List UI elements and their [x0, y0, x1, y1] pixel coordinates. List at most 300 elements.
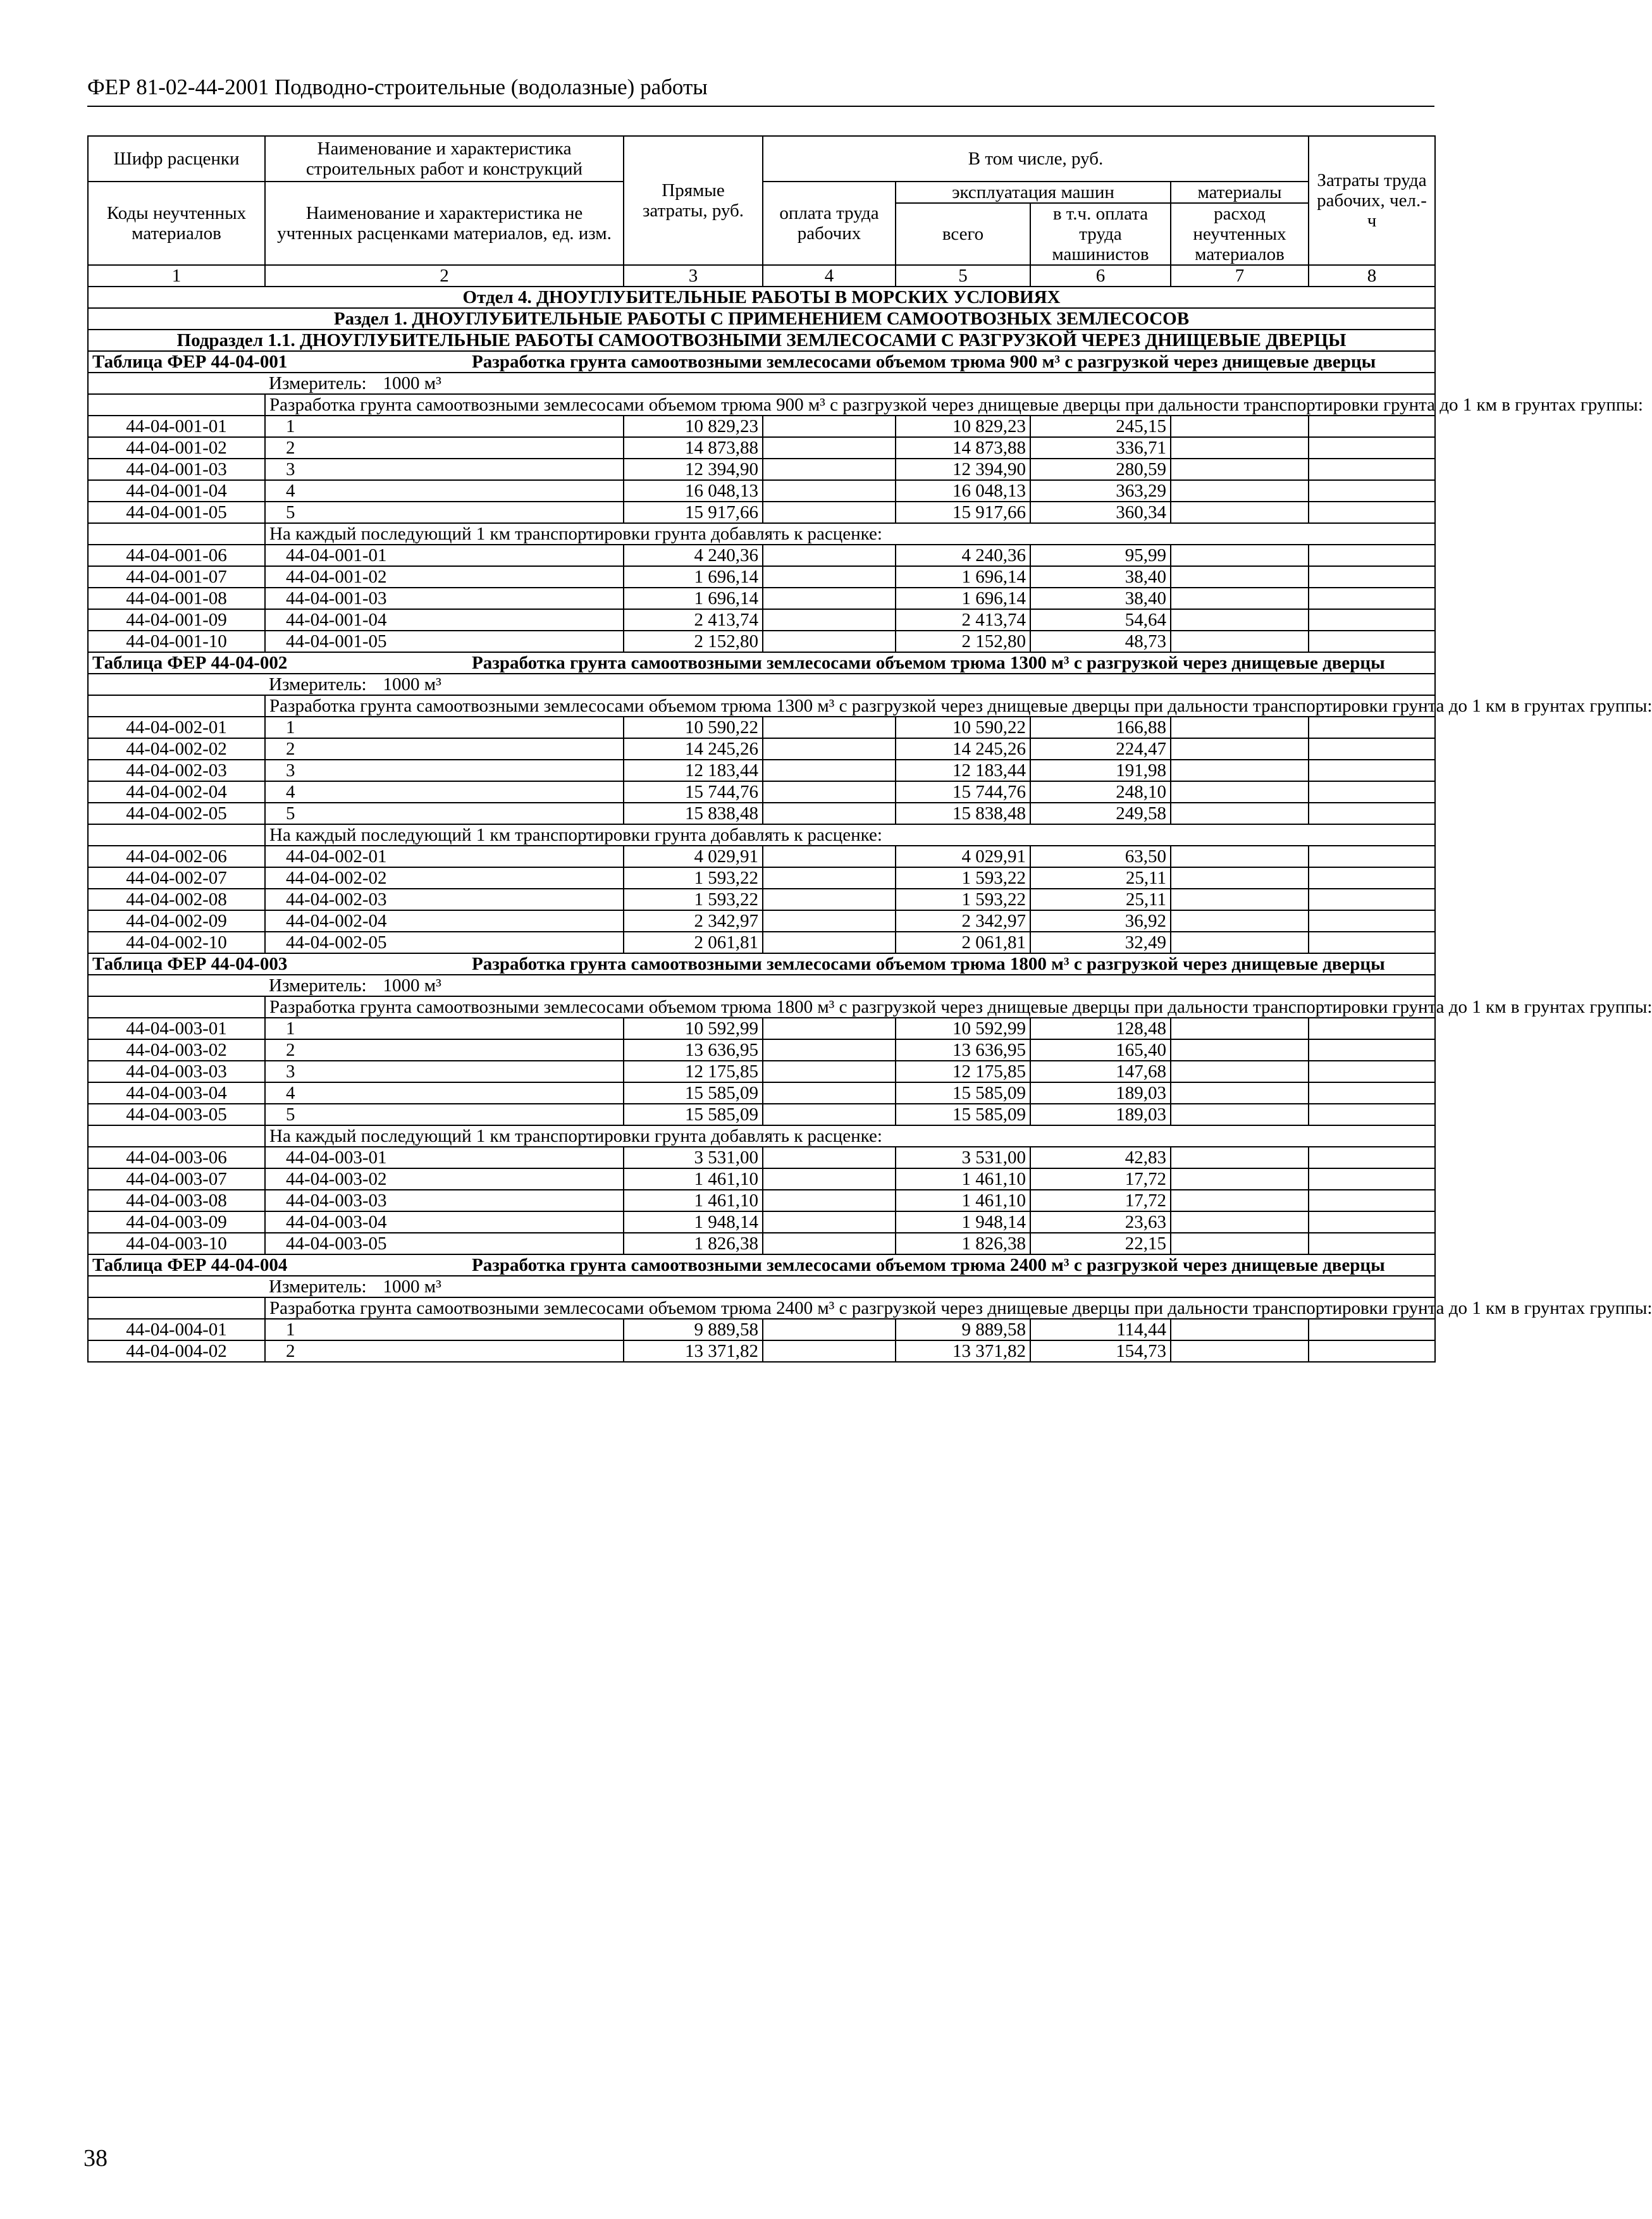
- cell-code: 44-04-001-04: [88, 480, 265, 502]
- add-note-spacer: [88, 523, 265, 545]
- cell-name: 44-04-002-03: [265, 889, 624, 910]
- cell-mach-total: 2 061,81: [896, 932, 1030, 953]
- cell-name: 2: [265, 1340, 624, 1362]
- cell-direct: 15 744,76: [624, 781, 763, 803]
- cell-name: 44-04-002-04: [265, 910, 624, 932]
- table-title-cell: [88, 351, 1435, 373]
- cell-direct: 9 889,58: [624, 1319, 763, 1340]
- cell-mach-total: 2 342,97: [896, 910, 1030, 932]
- cell-direct: 3 531,00: [624, 1147, 763, 1168]
- cell-direct: 1 696,14: [624, 566, 763, 588]
- measure-value: 1000 м³: [383, 975, 441, 996]
- cell-labor: [1309, 1211, 1435, 1233]
- cell-direct: 1 593,22: [624, 867, 763, 889]
- cell-name: 44-04-003-04: [265, 1211, 624, 1233]
- cell-name: 5: [265, 1104, 624, 1125]
- cell-wages: [763, 1233, 896, 1254]
- add-note-cell: На каждый последующий 1 км транспортировки грунта добавлять к расценке:: [265, 824, 1435, 846]
- table-row: [88, 1104, 1435, 1125]
- measure-label: Измеритель:: [269, 674, 367, 695]
- cell-wages: [763, 1061, 896, 1082]
- add-note-cell: На каждый последующий 1 км транспортировки грунта добавлять к расценке:: [265, 523, 1435, 545]
- table-row: [88, 437, 1435, 459]
- cell-code: 44-04-001-10: [88, 631, 265, 652]
- table-code: Таблица ФЕР 44-04-003: [92, 954, 288, 974]
- cell-direct: 10 590,22: [624, 717, 763, 738]
- cell-code: 44-04-001-07: [88, 566, 265, 588]
- cell-code: 44-04-002-04: [88, 781, 265, 803]
- cell-labor: [1309, 588, 1435, 609]
- cell-code: 44-04-001-08: [88, 588, 265, 609]
- cell-labor: [1309, 1190, 1435, 1211]
- cell-direct: 14 873,88: [624, 437, 763, 459]
- table-row: [88, 717, 1435, 738]
- cell-wages: [763, 609, 896, 631]
- cell-labor-mach: 17,72: [1030, 1190, 1171, 1211]
- cell-code: 44-04-001-09: [88, 609, 265, 631]
- cell-labor: [1309, 760, 1435, 781]
- cell-mach-total: 10 590,22: [896, 717, 1030, 738]
- cell-labor-mach: 363,29: [1030, 480, 1171, 502]
- cell-mach-total: 1 461,10: [896, 1190, 1030, 1211]
- cell-name: 4: [265, 480, 624, 502]
- add-note-row: [88, 824, 1435, 846]
- table-row: [88, 459, 1435, 480]
- cell-name: 4: [265, 781, 624, 803]
- description-cell: Разработка грунта самоотвозными землесосами объемом трюма 1800 м³ с разгрузкой через днищевые дверцы при дальности транспортировки грунта до 1 км в грунтах группы:: [265, 996, 1435, 1018]
- cell-wages: [763, 803, 896, 824]
- table-title-cell: [88, 953, 1435, 975]
- col-num: 8: [1309, 265, 1435, 287]
- col-wages-header: оплата труда рабочих: [763, 182, 896, 265]
- cell-code: 44-04-003-04: [88, 1082, 265, 1104]
- col-num: 6: [1030, 265, 1171, 287]
- cell-name: 2: [265, 738, 624, 760]
- table-row: [88, 803, 1435, 824]
- cell-labor: [1309, 1039, 1435, 1061]
- table-title: Разработка грунта самоотвозными землесосами объемом трюма 1800 м³ с разгрузкой через днищевые дверцы: [472, 954, 1385, 974]
- cell-direct: 1 826,38: [624, 1233, 763, 1254]
- cell-mach-total: 1 948,14: [896, 1211, 1030, 1233]
- cell-code: 44-04-004-01: [88, 1319, 265, 1340]
- cell-labor-mach: 42,83: [1030, 1147, 1171, 1168]
- measure-cell: [265, 1276, 1435, 1297]
- cell-direct: 15 585,09: [624, 1104, 763, 1125]
- cell-labor: [1309, 1340, 1435, 1362]
- cell-direct: 14 245,26: [624, 738, 763, 760]
- cell-name: 44-04-001-03: [265, 588, 624, 609]
- cell-labor-mach: 147,68: [1030, 1061, 1171, 1082]
- cell-direct: 12 394,90: [624, 459, 763, 480]
- cell-wages: [763, 717, 896, 738]
- cell-labor: [1309, 566, 1435, 588]
- cell-labor: [1309, 717, 1435, 738]
- cell-mach-total: 1 593,22: [896, 889, 1030, 910]
- cell-code: 44-04-002-01: [88, 717, 265, 738]
- measure-cell: [265, 674, 1435, 695]
- cell-materials: [1171, 1039, 1309, 1061]
- cell-labor: [1309, 867, 1435, 889]
- cell-labor-mach: 154,73: [1030, 1340, 1171, 1362]
- cell-direct: 1 461,10: [624, 1190, 763, 1211]
- podrazdel-heading: Подраздел 1.1. ДНОУГЛУБИТЕЛЬНЫЕ РАБОТЫ САМООТВОЗНЫМИ ЗЕМЛЕСОСАМИ С РАЗГРУЗКОЙ ЧЕРЕЗ ДНИЩЕВЫЕ ДВЕРЦЫ: [88, 330, 1435, 351]
- cell-code: 44-04-003-07: [88, 1168, 265, 1190]
- cell-direct: 1 948,14: [624, 1211, 763, 1233]
- col-machines-header: эксплуатация машин: [896, 182, 1171, 203]
- measure-row: [88, 674, 1435, 695]
- col-num: 3: [624, 265, 763, 287]
- col-code-alt-header: Коды неучтенных материалов: [88, 182, 265, 265]
- cell-code: 44-04-002-08: [88, 889, 265, 910]
- cell-code: 44-04-002-07: [88, 867, 265, 889]
- cell-direct: 2 061,81: [624, 932, 763, 953]
- cell-labor: [1309, 1168, 1435, 1190]
- cell-wages: [763, 910, 896, 932]
- cell-labor-mach: 63,50: [1030, 846, 1171, 867]
- otdel-row: [88, 287, 1435, 308]
- cell-wages: [763, 1190, 896, 1211]
- cell-labor-mach: 189,03: [1030, 1082, 1171, 1104]
- cell-labor: [1309, 502, 1435, 523]
- cell-direct: 15 585,09: [624, 1082, 763, 1104]
- cell-labor: [1309, 1233, 1435, 1254]
- measure-value: 1000 м³: [383, 1276, 441, 1297]
- cell-mach-total: 15 917,66: [896, 502, 1030, 523]
- table-row: [88, 1018, 1435, 1039]
- cell-materials: [1171, 609, 1309, 631]
- cell-mach-total: 12 394,90: [896, 459, 1030, 480]
- cell-name: 5: [265, 803, 624, 824]
- col-num: 5: [896, 265, 1030, 287]
- cell-materials: [1171, 1082, 1309, 1104]
- table-title: Разработка грунта самоотвозными землесосами объемом трюма 900 м³ с разгрузкой через днищевые дверцы: [472, 352, 1376, 372]
- cell-code: 44-04-002-10: [88, 932, 265, 953]
- cell-code: 44-04-001-06: [88, 545, 265, 566]
- table-row: [88, 1168, 1435, 1190]
- cell-wages: [763, 889, 896, 910]
- cell-code: 44-04-002-09: [88, 910, 265, 932]
- page-number: 38: [83, 2145, 108, 2172]
- cell-labor-mach: 38,40: [1030, 588, 1171, 609]
- table-row: [88, 867, 1435, 889]
- cell-labor: [1309, 910, 1435, 932]
- measure-spacer: [88, 1276, 265, 1297]
- cell-direct: 1 461,10: [624, 1168, 763, 1190]
- cell-wages: [763, 1340, 896, 1362]
- cell-code: 44-04-003-01: [88, 1018, 265, 1039]
- cell-name: 44-04-001-02: [265, 566, 624, 588]
- col-num: 1: [88, 265, 265, 287]
- cell-mach-total: 15 585,09: [896, 1082, 1030, 1104]
- cell-mach-total: 10 592,99: [896, 1018, 1030, 1039]
- cell-materials: [1171, 781, 1309, 803]
- cell-mach-total: 15 585,09: [896, 1104, 1030, 1125]
- table-row: [88, 932, 1435, 953]
- cell-labor: [1309, 781, 1435, 803]
- cell-materials: [1171, 803, 1309, 824]
- cell-materials: [1171, 437, 1309, 459]
- cell-wages: [763, 459, 896, 480]
- cell-labor-mach: 128,48: [1030, 1018, 1171, 1039]
- cell-labor: [1309, 1018, 1435, 1039]
- cell-mach-total: 15 744,76: [896, 781, 1030, 803]
- cell-wages: [763, 566, 896, 588]
- table-row: [88, 1061, 1435, 1082]
- description-spacer: [88, 996, 265, 1018]
- measure-cell: [265, 975, 1435, 996]
- cell-name: 44-04-002-02: [265, 867, 624, 889]
- cell-labor: [1309, 459, 1435, 480]
- table-row: [88, 416, 1435, 437]
- cell-labor-mach: 25,11: [1030, 867, 1171, 889]
- cell-labor-mach: 95,99: [1030, 545, 1171, 566]
- table-title-cell: [88, 1254, 1435, 1276]
- description-spacer: [88, 695, 265, 717]
- cell-mach-total: 14 873,88: [896, 437, 1030, 459]
- cell-labor: [1309, 1319, 1435, 1340]
- add-note-spacer: [88, 824, 265, 846]
- cell-mach-total: 16 048,13: [896, 480, 1030, 502]
- add-note-spacer: [88, 1125, 265, 1147]
- table-row: [88, 846, 1435, 867]
- cell-mach-total: 1 593,22: [896, 867, 1030, 889]
- cell-materials: [1171, 480, 1309, 502]
- cell-code: 44-04-001-02: [88, 437, 265, 459]
- cell-direct: 16 048,13: [624, 480, 763, 502]
- cell-materials: [1171, 588, 1309, 609]
- cell-labor-mach: 22,15: [1030, 1233, 1171, 1254]
- cell-labor-mach: 114,44: [1030, 1319, 1171, 1340]
- cell-labor-mach: 189,03: [1030, 1104, 1171, 1125]
- measure-label: Измеритель:: [269, 975, 367, 996]
- cell-materials: [1171, 1104, 1309, 1125]
- cell-direct: 13 636,95: [624, 1039, 763, 1061]
- cell-wages: [763, 1319, 896, 1340]
- cell-labor: [1309, 1104, 1435, 1125]
- razdel-row: [88, 308, 1435, 330]
- cell-labor: [1309, 545, 1435, 566]
- cell-materials: [1171, 1168, 1309, 1190]
- table-row: [88, 1233, 1435, 1254]
- table-row: [88, 910, 1435, 932]
- measure-spacer: [88, 975, 265, 996]
- table-row: [88, 738, 1435, 760]
- cell-mach-total: 9 889,58: [896, 1319, 1030, 1340]
- cell-code: 44-04-003-08: [88, 1190, 265, 1211]
- cell-labor: [1309, 1082, 1435, 1104]
- cell-labor-mach: 54,64: [1030, 609, 1171, 631]
- cell-materials: [1171, 1190, 1309, 1211]
- description-spacer: [88, 394, 265, 416]
- col-direct-header: Прямые затраты, руб.: [624, 136, 763, 265]
- measure-cell: [265, 373, 1435, 394]
- cell-direct: 13 371,82: [624, 1340, 763, 1362]
- cell-code: 44-04-003-06: [88, 1147, 265, 1168]
- table-title: Разработка грунта самоотвозными землесосами объемом трюма 2400 м³ с разгрузкой через днищевые дверцы: [472, 1255, 1385, 1275]
- measure-value: 1000 м³: [383, 674, 441, 695]
- cell-code: 44-04-004-02: [88, 1340, 265, 1362]
- cell-code: 44-04-003-05: [88, 1104, 265, 1125]
- table-row: [88, 1211, 1435, 1233]
- cell-wages: [763, 545, 896, 566]
- table-row: [88, 566, 1435, 588]
- cell-labor-mach: 336,71: [1030, 437, 1171, 459]
- cell-labor: [1309, 1061, 1435, 1082]
- cell-wages: [763, 416, 896, 437]
- table-row: [88, 480, 1435, 502]
- table-title-row: [88, 953, 1435, 975]
- table-code: Таблица ФЕР 44-04-001: [92, 352, 288, 372]
- cell-direct: 4 240,36: [624, 545, 763, 566]
- cell-mach-total: 14 245,26: [896, 738, 1030, 760]
- table-title-row: [88, 652, 1435, 674]
- table-title-row: [88, 351, 1435, 373]
- cell-code: 44-04-001-01: [88, 416, 265, 437]
- razdel-heading: Раздел 1. ДНОУГЛУБИТЕЛЬНЫЕ РАБОТЫ С ПРИМЕНЕНИЕМ САМООТВОЗНЫХ ЗЕМЛЕСОСОВ: [88, 308, 1435, 330]
- col-code-header: Шифр расценки: [88, 136, 265, 182]
- table-row: [88, 631, 1435, 652]
- cell-materials: [1171, 867, 1309, 889]
- cell-labor-mach: 25,11: [1030, 889, 1171, 910]
- cell-mach-total: 4 029,91: [896, 846, 1030, 867]
- cell-materials: [1171, 889, 1309, 910]
- cell-name: 44-04-003-03: [265, 1190, 624, 1211]
- cell-materials: [1171, 717, 1309, 738]
- cell-wages: [763, 1211, 896, 1233]
- cell-code: 44-04-002-06: [88, 846, 265, 867]
- cell-labor: [1309, 416, 1435, 437]
- table-row: [88, 502, 1435, 523]
- cell-name: 1: [265, 717, 624, 738]
- cell-materials: [1171, 631, 1309, 652]
- cell-materials: [1171, 1061, 1309, 1082]
- cell-name: 3: [265, 1061, 624, 1082]
- cell-code: 44-04-003-09: [88, 1211, 265, 1233]
- cell-wages: [763, 588, 896, 609]
- table-title-row: [88, 1254, 1435, 1276]
- cell-wages: [763, 1168, 896, 1190]
- otdel-heading: Отдел 4. ДНОУГЛУБИТЕЛЬНЫЕ РАБОТЫ В МОРСКИХ УСЛОВИЯХ: [88, 287, 1435, 308]
- cell-direct: 2 152,80: [624, 631, 763, 652]
- cell-direct: 12 183,44: [624, 760, 763, 781]
- cell-wages: [763, 867, 896, 889]
- header-row-1: [88, 136, 1435, 182]
- cell-name: 44-04-001-04: [265, 609, 624, 631]
- col-mach-wages-header: в т.ч. оплата труда машинистов: [1030, 203, 1171, 265]
- cell-labor: [1309, 631, 1435, 652]
- measure-label: Измеритель:: [269, 1276, 367, 1297]
- table-title: Разработка грунта самоотвозными землесосами объемом трюма 1300 м³ с разгрузкой через днищевые дверцы: [472, 653, 1385, 673]
- rates-table: [87, 135, 1652, 1363]
- cell-wages: [763, 502, 896, 523]
- description-row: [88, 996, 1435, 1018]
- cell-wages: [763, 781, 896, 803]
- col-mat-unacc-header: расход неучтенных материалов: [1171, 203, 1309, 265]
- cell-mach-total: 1 826,38: [896, 1233, 1030, 1254]
- table-row: [88, 609, 1435, 631]
- cell-direct: 15 838,48: [624, 803, 763, 824]
- cell-labor-mach: 224,47: [1030, 738, 1171, 760]
- cell-wages: [763, 480, 896, 502]
- cell-mach-total: 3 531,00: [896, 1147, 1030, 1168]
- col-name-header: Наименование и характеристика строительных работ и конструкций: [265, 136, 624, 182]
- cell-labor-mach: 248,10: [1030, 781, 1171, 803]
- table-row: [88, 588, 1435, 609]
- cell-wages: [763, 846, 896, 867]
- description-row: [88, 695, 1435, 717]
- measure-spacer: [88, 373, 265, 394]
- cell-labor: [1309, 480, 1435, 502]
- cell-labor-mach: 280,59: [1030, 459, 1171, 480]
- col-incl-header: В том числе, руб.: [763, 136, 1309, 182]
- cell-labor: [1309, 889, 1435, 910]
- cell-materials: [1171, 502, 1309, 523]
- cell-code: 44-04-003-02: [88, 1039, 265, 1061]
- add-note-cell: На каждый последующий 1 км транспортировки грунта добавлять к расценке:: [265, 1125, 1435, 1147]
- cell-wages: [763, 1147, 896, 1168]
- cell-materials: [1171, 1319, 1309, 1340]
- cell-materials: [1171, 566, 1309, 588]
- table-row: [88, 1082, 1435, 1104]
- cell-materials: [1171, 459, 1309, 480]
- cell-mach-total: 12 175,85: [896, 1061, 1030, 1082]
- cell-name: 1: [265, 1319, 624, 1340]
- cell-name: 44-04-001-01: [265, 545, 624, 566]
- measure-value: 1000 м³: [383, 373, 441, 393]
- col-materials-header: материалы: [1171, 182, 1309, 203]
- table-row: [88, 1147, 1435, 1168]
- cell-mach-total: 13 636,95: [896, 1039, 1030, 1061]
- col-labor-header: Затраты труда рабочих, чел.-ч: [1309, 136, 1435, 265]
- cell-materials: [1171, 1018, 1309, 1039]
- table-row: [88, 1039, 1435, 1061]
- cell-materials: [1171, 738, 1309, 760]
- table-row: [88, 1340, 1435, 1362]
- cell-name: 44-04-001-05: [265, 631, 624, 652]
- cell-materials: [1171, 760, 1309, 781]
- cell-materials: [1171, 1233, 1309, 1254]
- cell-direct: 15 917,66: [624, 502, 763, 523]
- cell-wages: [763, 738, 896, 760]
- cell-name: 2: [265, 437, 624, 459]
- cell-direct: 4 029,91: [624, 846, 763, 867]
- cell-name: 5: [265, 502, 624, 523]
- cell-direct: 1 696,14: [624, 588, 763, 609]
- cell-materials: [1171, 416, 1309, 437]
- cell-labor: [1309, 738, 1435, 760]
- measure-row: [88, 373, 1435, 394]
- cell-mach-total: 2 152,80: [896, 631, 1030, 652]
- table-row: [88, 781, 1435, 803]
- table-row: [88, 1190, 1435, 1211]
- cell-labor-mach: 36,92: [1030, 910, 1171, 932]
- running-header: ФЕР 81-02-44-2001 Подводно-строительные (водолазные) работы: [87, 75, 708, 99]
- cell-direct: 10 592,99: [624, 1018, 763, 1039]
- col-num: 7: [1171, 265, 1309, 287]
- measure-label: Измеритель:: [269, 373, 367, 393]
- col-name-alt-header: Наименование и характеристика не учтенных расценками материалов, ед. изм.: [265, 182, 624, 265]
- header-rule: [87, 106, 1434, 107]
- cell-labor-mach: 245,15: [1030, 416, 1171, 437]
- cell-labor-mach: 166,88: [1030, 717, 1171, 738]
- cell-direct: 2 413,74: [624, 609, 763, 631]
- cell-labor-mach: 48,73: [1030, 631, 1171, 652]
- cell-mach-total: 1 696,14: [896, 566, 1030, 588]
- cell-code: 44-04-001-03: [88, 459, 265, 480]
- cell-code: 44-04-002-02: [88, 738, 265, 760]
- description-cell: Разработка грунта самоотвозными землесосами объемом трюма 1300 м³ с разгрузкой через днищевые дверцы при дальности транспортировки грунта до 1 км в грунтах группы:: [265, 695, 1435, 717]
- cell-mach-total: 1 461,10: [896, 1168, 1030, 1190]
